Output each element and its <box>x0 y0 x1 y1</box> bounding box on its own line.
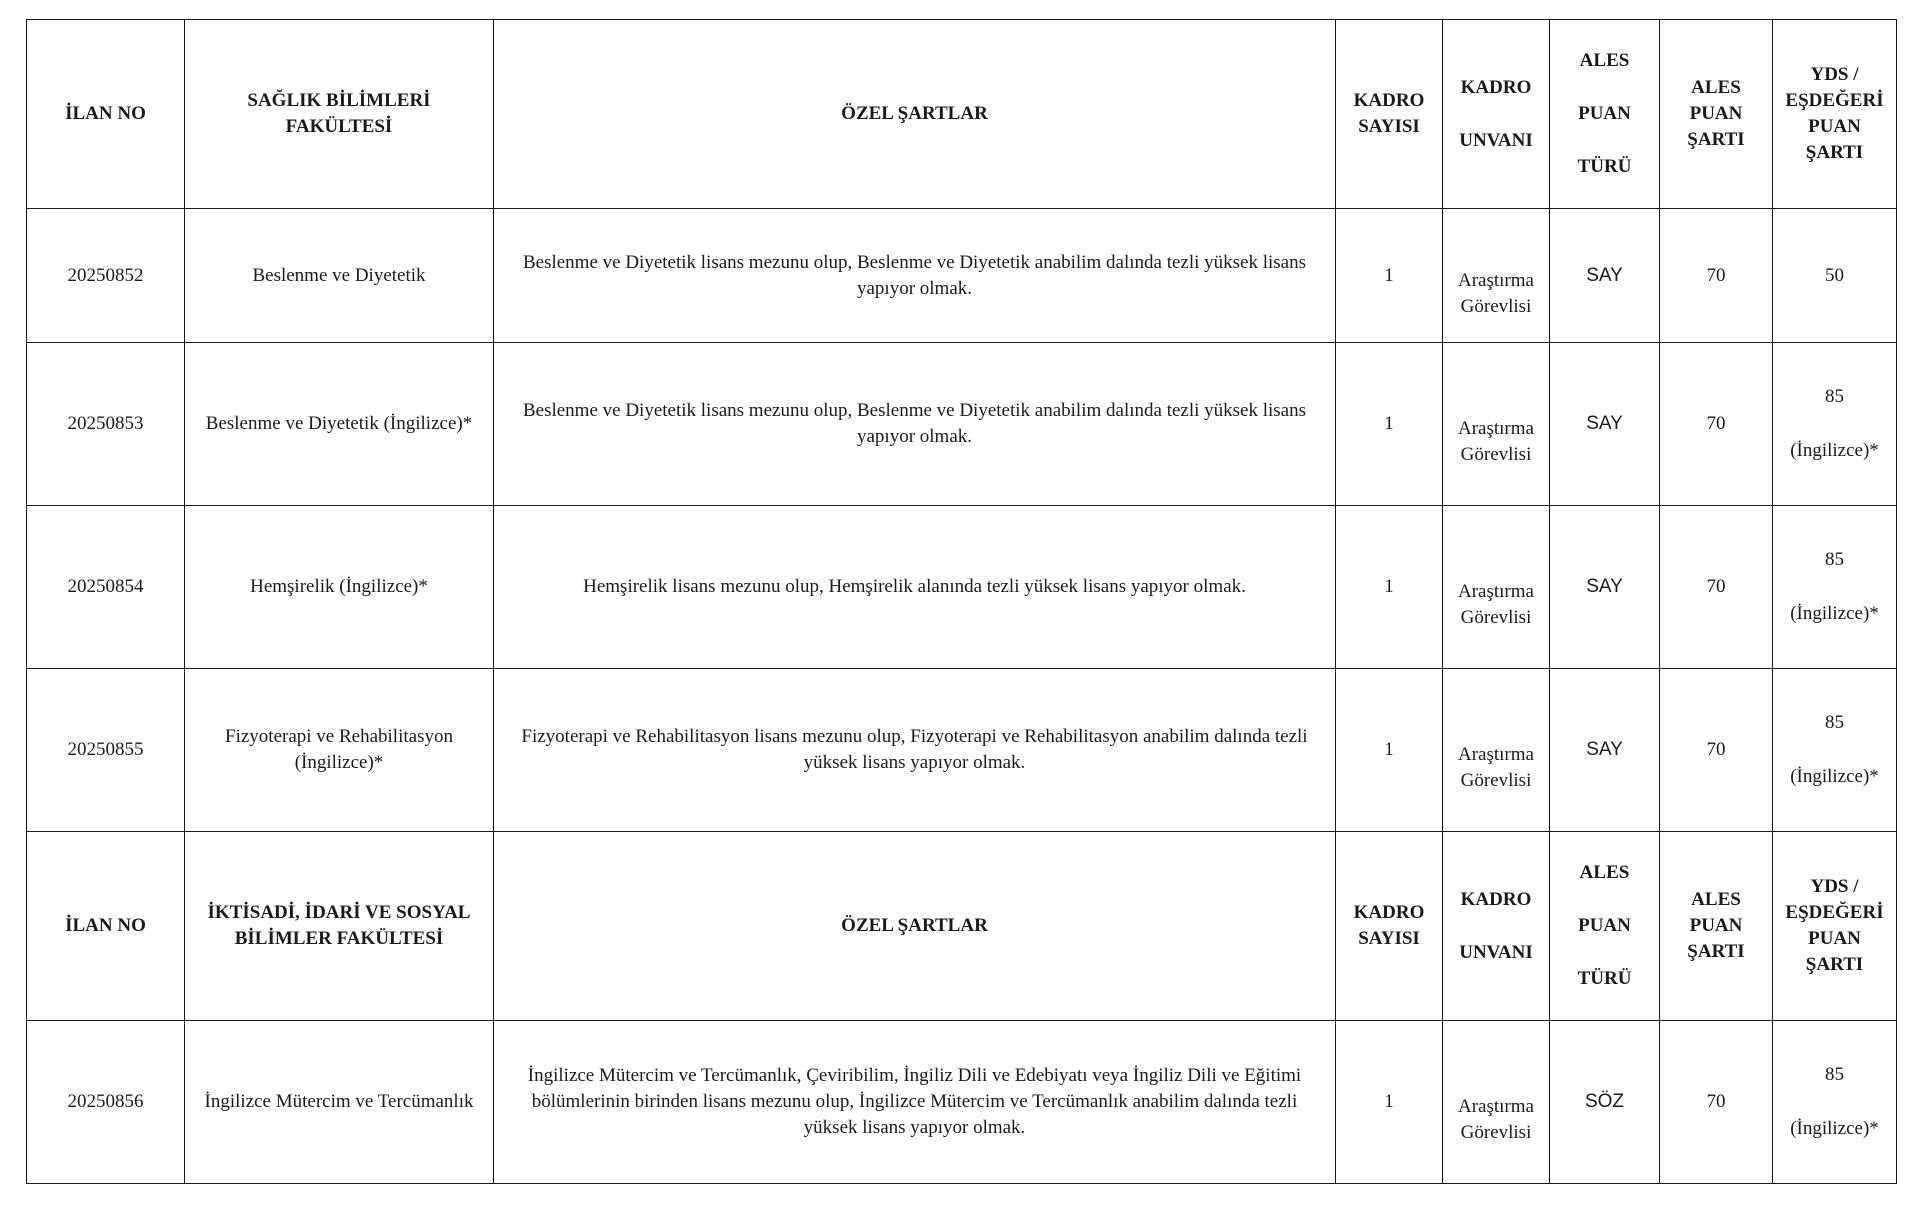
cell-ales-puan-turu: SAY <box>1550 343 1660 506</box>
cell-ilan-no: 20250852 <box>27 209 185 343</box>
header-ozel-sartlar: ÖZEL ŞARTLAR <box>494 20 1336 209</box>
header-kadro-sayisi: KADRO SAYISI <box>1336 832 1443 1021</box>
cell-kadro-unvani <box>1443 669 1550 832</box>
header-ales-puan-turu <box>1550 20 1660 209</box>
section-header-row <box>27 20 1897 209</box>
cell-yds-puan-sarti: 50 <box>1773 209 1897 343</box>
header-kadro-unvani <box>1443 20 1550 209</box>
cell-ales-puan-turu: SÖZ <box>1550 1021 1660 1184</box>
cell-ales-puan-turu: SAY <box>1550 669 1660 832</box>
cell-department: İngilizce Mütercim ve Tercümanlık <box>185 1021 494 1184</box>
table-row <box>27 506 1897 669</box>
cell-ilan-no: 20250854 <box>27 506 185 669</box>
cell-unvan-line2: Görevlisi <box>1460 1122 1532 1143</box>
header-ales-puan-turu <box>1550 832 1660 1021</box>
cell-ilan-no: 20250853 <box>27 343 185 506</box>
section-header-row <box>27 832 1897 1021</box>
header-ales-line3: TÜRÜ <box>1577 968 1632 989</box>
cell-unvan-line2: Görevlisi <box>1460 444 1532 465</box>
cell-kadro-unvani <box>1443 1021 1550 1184</box>
cell-yds-language: (İngilizce)* <box>1790 440 1879 461</box>
header-kadro-sayisi: KADRO SAYISI <box>1336 20 1443 209</box>
cell-unvan-line1: Araştırma <box>1458 418 1534 439</box>
cell-kadro-sayisi: 1 <box>1336 343 1443 506</box>
cell-ilan-no: 20250856 <box>27 1021 185 1184</box>
cell-conditions: İngilizce Mütercim ve Tercümanlık, Çeviribilim, İngiliz Dili ve Edebiyatı veya İngiliz Dili ve Eğitimi bölümlerinin birinden lisans mezunu olup, İngilizce Mütercim ve Tercümanlık anabilim dalında tezli yüksek lisans yapıyor olmak. <box>494 1021 1336 1184</box>
header-kadro-unvani-line1: KADRO <box>1460 888 1532 910</box>
cell-yds-score: 85 <box>1825 549 1844 570</box>
cell-yds-puan-sarti <box>1773 1021 1897 1184</box>
cell-ales-puan-sarti: 70 <box>1660 669 1773 832</box>
header-yds-puan-sarti: YDS / EŞDEĞERİ PUAN ŞARTI <box>1773 20 1897 209</box>
cell-yds-score: 85 <box>1825 712 1844 733</box>
table-row <box>27 669 1897 832</box>
cell-ales-puan-sarti: 70 <box>1660 343 1773 506</box>
cell-ales-puan-turu: SAY <box>1550 209 1660 343</box>
cell-yds-puan-sarti <box>1773 669 1897 832</box>
cell-unvan-line2: Görevlisi <box>1460 295 1532 317</box>
header-ales-line1: ALES <box>1579 862 1630 883</box>
cell-unvan-line1: Araştırma <box>1458 269 1534 291</box>
header-ales-puan-sarti: ALES PUAN ŞARTI <box>1660 20 1773 209</box>
cell-yds-puan-sarti <box>1773 506 1897 669</box>
header-faculty: İKTİSADİ, İDARİ VE SOSYAL BİLİMLER FAKÜLTESİ <box>185 832 494 1021</box>
table-row <box>27 1021 1897 1184</box>
cell-yds-score: 85 <box>1825 1064 1844 1085</box>
cell-kadro-sayisi: 1 <box>1336 209 1443 343</box>
ilan-table <box>26 19 1897 1184</box>
cell-conditions: Beslenme ve Diyetetik lisans mezunu olup, Beslenme ve Diyetetik anabilim dalında tezli yüksek lisans yapıyor olmak. <box>494 343 1336 506</box>
header-kadro-unvani <box>1443 832 1550 1021</box>
header-ozel-sartlar: ÖZEL ŞARTLAR <box>494 832 1336 1021</box>
cell-ilan-no: 20250855 <box>27 669 185 832</box>
header-ales-line2: PUAN <box>1578 915 1631 936</box>
cell-yds-language: (İngilizce)* <box>1790 766 1879 787</box>
table-row <box>27 343 1897 506</box>
cell-unvan-line1: Araştırma <box>1458 744 1534 765</box>
cell-kadro-unvani <box>1443 343 1550 506</box>
header-kadro-unvani-line1: KADRO <box>1460 76 1532 98</box>
cell-department: Fizyoterapi ve Rehabilitasyon (İngilizce)* <box>185 669 494 832</box>
cell-unvan-line2: Görevlisi <box>1460 607 1532 628</box>
cell-yds-language: (İngilizce)* <box>1790 1118 1879 1139</box>
cell-conditions: Hemşirelik lisans mezunu olup, Hemşirelik alanında tezli yüksek lisans yapıyor olmak. <box>494 506 1336 669</box>
cell-yds-score: 85 <box>1825 386 1844 407</box>
cell-conditions: Fizyoterapi ve Rehabilitasyon lisans mezunu olup, Fizyoterapi ve Rehabilitasyon anabilim dalında tezli yüksek lisans yapıyor olmak. <box>494 669 1336 832</box>
cell-kadro-unvani <box>1443 506 1550 669</box>
cell-ales-puan-sarti: 70 <box>1660 209 1773 343</box>
header-kadro-unvani-line2: UNVANI <box>1459 129 1533 151</box>
cell-department: Hemşirelik (İngilizce)* <box>185 506 494 669</box>
header-yds-puan-sarti: YDS / EŞDEĞERİ PUAN ŞARTI <box>1773 832 1897 1021</box>
header-ilan-no: İLAN NO <box>27 832 185 1021</box>
cell-ales-puan-sarti: 70 <box>1660 506 1773 669</box>
header-ales-line3: TÜRÜ <box>1577 156 1632 177</box>
cell-conditions: Beslenme ve Diyetetik lisans mezunu olup, Beslenme ve Diyetetik anabilim dalında tezli yüksek lisans yapıyor olmak. <box>494 209 1336 343</box>
cell-yds-language: (İngilizce)* <box>1790 603 1879 624</box>
cell-ales-puan-sarti: 70 <box>1660 1021 1773 1184</box>
cell-unvan-line1: Araştırma <box>1458 581 1534 602</box>
cell-ales-puan-turu: SAY <box>1550 506 1660 669</box>
header-ilan-no: İLAN NO <box>27 20 185 209</box>
cell-kadro-sayisi: 1 <box>1336 669 1443 832</box>
table-row <box>27 209 1897 343</box>
cell-department: Beslenme ve Diyetetik <box>185 209 494 343</box>
header-ales-line1: ALES <box>1579 50 1630 71</box>
cell-unvan-line2: Görevlisi <box>1460 770 1532 791</box>
cell-unvan-line1: Araştırma <box>1458 1096 1534 1117</box>
cell-kadro-unvani <box>1443 209 1550 343</box>
cell-kadro-sayisi: 1 <box>1336 506 1443 669</box>
cell-department: Beslenme ve Diyetetik (İngilizce)* <box>185 343 494 506</box>
cell-yds-puan-sarti <box>1773 343 1897 506</box>
cell-kadro-sayisi: 1 <box>1336 1021 1443 1184</box>
header-faculty: SAĞLIK BİLİMLERİ FAKÜLTESİ <box>185 20 494 209</box>
header-ales-puan-sarti: ALES PUAN ŞARTI <box>1660 832 1773 1021</box>
header-ales-line2: PUAN <box>1578 103 1631 124</box>
header-kadro-unvani-line2: UNVANI <box>1459 941 1533 963</box>
